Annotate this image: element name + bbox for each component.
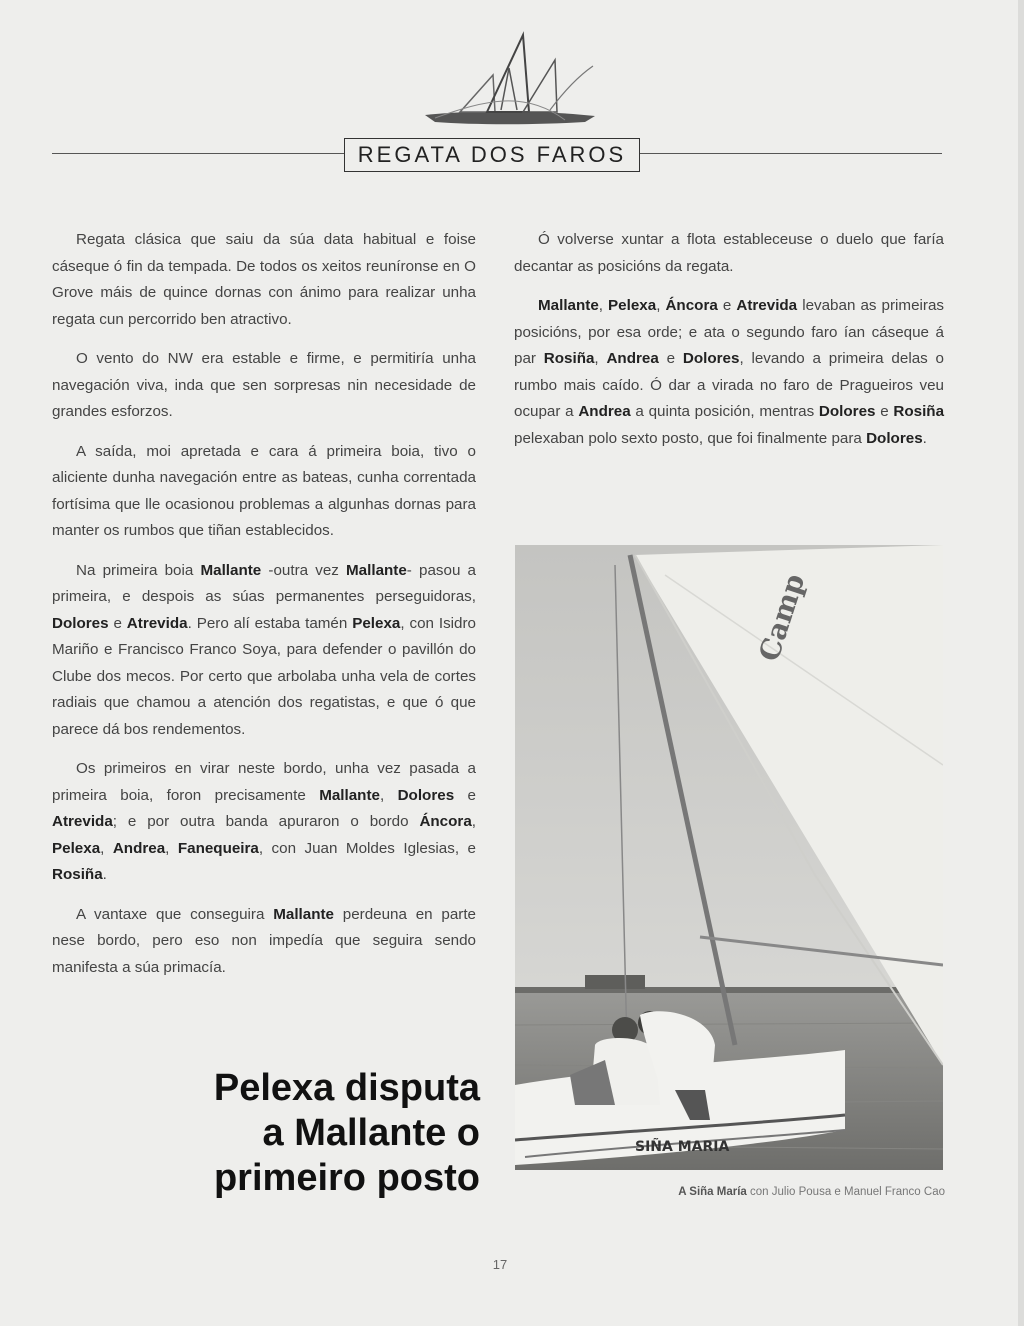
paragraph-text: Os primeiros en virar neste bordo, unha vez pasada a primeira boia, foron precisamente xyxy=(52,760,476,804)
paragraph-text: e xyxy=(717,297,737,314)
paragraph-text: , xyxy=(594,350,607,367)
header-rule-right xyxy=(640,153,942,154)
boat-name: Andrea xyxy=(578,403,631,420)
boat-name: Mallante xyxy=(273,905,334,923)
paragraph-text: , xyxy=(165,839,178,857)
paragraph-text: A saída, moi apretada e cara á primeira boia, tivo o aliciente dunha navegación entre as bateas, cunha correntada fortísima que lle ocasionou problemas a algunhas dornas para manter os rumbos que tiñan establecidos. xyxy=(52,442,476,539)
caption-boat-name: A Siña María xyxy=(678,1186,747,1198)
paragraph-text: . xyxy=(102,866,107,883)
hull-text: SIÑA MARIA xyxy=(635,1139,730,1155)
paragraph-text: A vantaxe que conseguira xyxy=(76,905,274,923)
boat-name: Mallante xyxy=(200,561,262,579)
paragraph-text: Na primeira boia xyxy=(76,561,201,579)
paragraph-text: -outra vez xyxy=(261,561,347,579)
paragraph-text: , con Juan Moldes Iglesias, e xyxy=(258,839,476,857)
boat-name: Mallante xyxy=(538,297,599,314)
boat-name: Rosiña xyxy=(543,350,595,367)
boat-name: Atrevida xyxy=(126,614,188,632)
paragraph-text: perdeuna en parte nese bordo, pero eso non impedía que seguira sendo manifesta a súa primacía. xyxy=(52,905,476,976)
article-paragraph xyxy=(52,756,476,889)
paragraph-text: , xyxy=(598,297,609,314)
boat-name: Dolores xyxy=(52,614,109,632)
boat-name: Pelexa xyxy=(352,614,401,632)
paragraph-text: pelexaban polo sexto posto, que foi finalmente para xyxy=(514,429,867,447)
headline-line-1: Pelexa disputa xyxy=(213,1067,480,1109)
boat-name: Atrevida xyxy=(52,813,113,830)
right-column xyxy=(514,227,944,465)
photo-caption xyxy=(515,1186,945,1198)
boat-name: Rosiña xyxy=(52,866,103,883)
boat-name: Dolores xyxy=(682,350,740,367)
paragraph-text: , xyxy=(656,297,666,314)
article-paragraph xyxy=(514,293,944,452)
boat-name: Mallante xyxy=(319,786,380,804)
paragraph-text: ; e por outra banda apuraron o bordo xyxy=(112,813,420,830)
paragraph-text: e xyxy=(454,786,476,804)
paragraph-text: levaban as primeiras posicións, por esa orde; e ata o segundo faro ían cáseque á par xyxy=(514,297,944,367)
article-paragraph xyxy=(52,346,476,426)
article-paragraph xyxy=(52,902,476,982)
article-paragraph xyxy=(52,439,476,545)
boat-name: Dolores xyxy=(866,429,923,447)
article-paragraph xyxy=(514,227,944,280)
header-rule-left xyxy=(52,153,344,154)
article-paragraph xyxy=(52,227,476,333)
section-header: REGATA DOS FAROS xyxy=(344,138,640,172)
sailboat-logo-icon xyxy=(405,30,605,130)
boat-name: Rosiña xyxy=(893,403,945,420)
boat-name: Dolores xyxy=(818,403,876,420)
caption-crew: con Julio Pousa e Manuel Franco Cao xyxy=(746,1186,945,1198)
headline-line-2: a Mallante o xyxy=(262,1112,480,1154)
page-edge xyxy=(1018,0,1024,1326)
boat-name: Mallante xyxy=(346,561,407,579)
paragraph-text: , xyxy=(471,813,476,830)
boat-name: Áncora xyxy=(665,297,718,314)
boat-name: Áncora xyxy=(419,813,472,830)
paragraph-text: a quinta posición, mentras xyxy=(630,403,819,420)
boat-name: Dolores xyxy=(397,786,455,804)
headline-line-3: primeiro posto xyxy=(213,1157,480,1199)
boat-name: Atrevida xyxy=(736,297,798,314)
paragraph-text: , xyxy=(100,839,113,857)
boat-name: Andrea xyxy=(606,350,659,367)
paragraph-text: e xyxy=(108,614,127,632)
paragraph-text: O vento do NW era estable e firme, e permitiría unha navegación viva, inda que sen sorpresas nin necesidade de grandes esforzos. xyxy=(52,350,476,420)
paragraph-text: , con Isidro Mariño e Francisco Franco Soya, para defender o pavillón do Clube dos mecos. Por certo que arbolaba unha vela de cortes radiais que chamou a atención dos regatistas, e que ó que parece dá bos rendementos. xyxy=(52,614,476,738)
headline xyxy=(180,1066,480,1201)
boat-name: Pelexa xyxy=(52,839,101,857)
boat-name: Andrea xyxy=(112,839,166,857)
paragraph-text: , xyxy=(379,786,398,804)
paragraph-text: Regata clásica que saiu da súa data habitual e foise cáseque ó fin da tempada. De todos os xeitos reuníronse en O Grove máis de quince dornas con ánimo para realizar unha regata cun percorrido ben atractivo. xyxy=(52,231,476,328)
page-number: 17 xyxy=(492,1257,508,1272)
paragraph-text: . xyxy=(922,429,927,447)
boat-name: Fanequeira xyxy=(177,839,259,857)
paragraph-text: - pasou a primeira, e despois as súas permanentes perseguidoras, xyxy=(52,561,476,605)
paragraph-text: e xyxy=(875,403,894,420)
boat-name: Pelexa xyxy=(608,297,657,314)
sailboat-photo xyxy=(515,545,943,1170)
paragraph-text: Ó volverse xuntar a flota estableceuse o duelo que faría decantar as posicións da regata. xyxy=(514,231,944,275)
sail-text: Camp xyxy=(752,569,812,666)
paragraph-text: , levando a primeira delas o rumbo mais caído. Ó dar a virada no faro de Pragueiros veu ocupar a xyxy=(514,350,945,420)
paragraph-text: e xyxy=(658,350,683,367)
left-column xyxy=(52,227,476,994)
article-paragraph xyxy=(52,558,476,744)
paragraph-text: . Pero alí estaba tamén xyxy=(187,614,353,632)
